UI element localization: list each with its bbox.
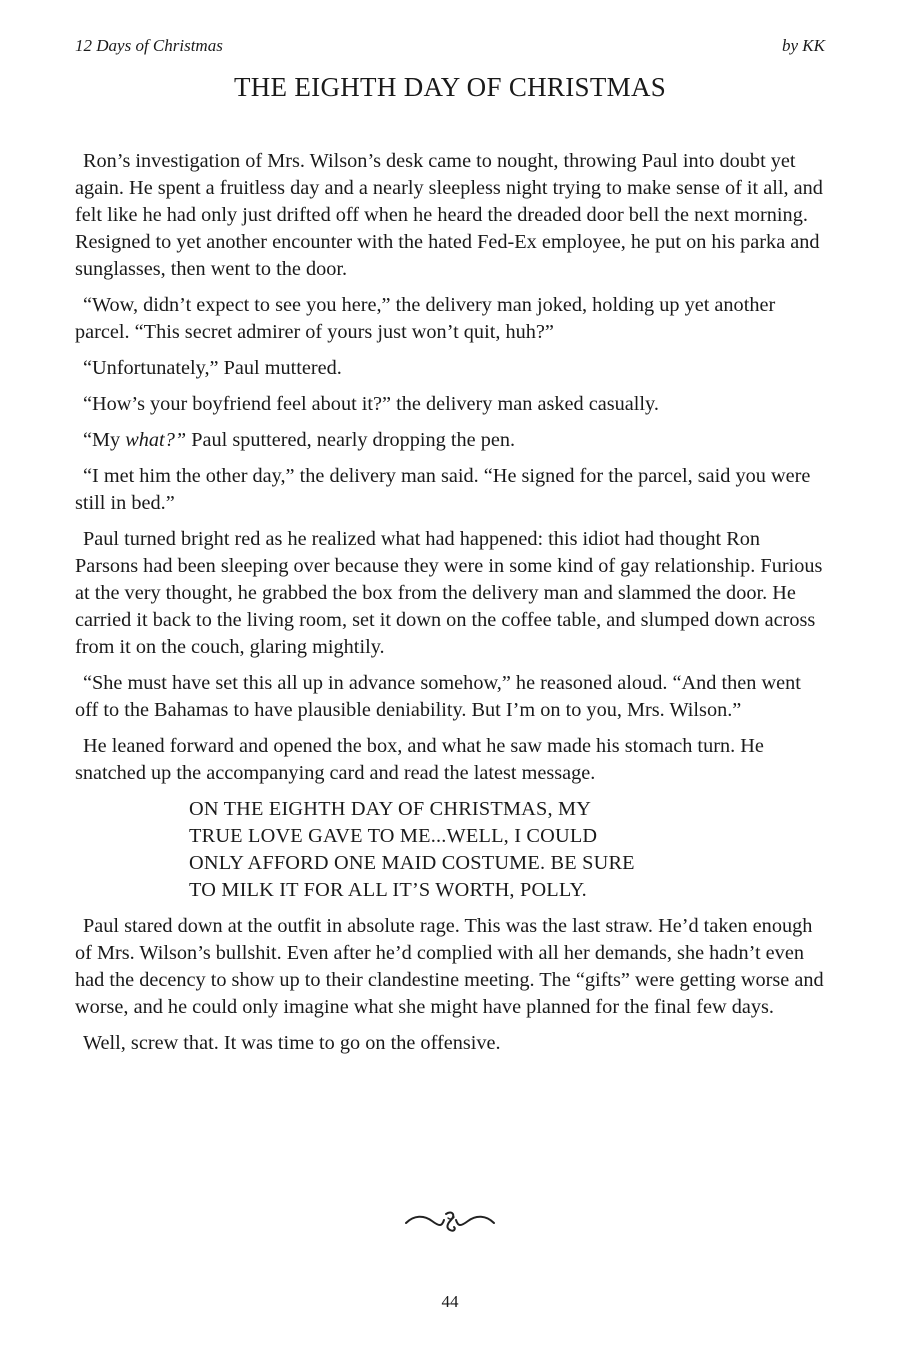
- paragraph: Ron’s investigation of Mrs. Wilson’s desk came to nought, throwing Paul into doubt yet again. He spent a fruitless day and a nearly sleepless night trying to make sense of it all, and felt like he had only just drifted off when he heard the dreaded door bell the next morning. Resigned to yet another encounter with the hated Fed-Ex employee, he put on his parka and sunglasses, then went to the door.: [75, 150, 823, 280]
- paragraph: Paul turned bright red as he realized what had happened: this idiot had thought Ron Parsons had been sleeping over because they were in some kind of gay relationship. Furious at the very thought, he grabbed the box from the delivery man and slammed the door. He carried it back to the living room, set it down on the coffee table, and slumped down across from it on the couch, glaring mightily.: [75, 528, 823, 658]
- card-message: [189, 796, 827, 904]
- book-title: 12 Days of Christmas: [75, 36, 223, 55]
- paragraph: “I met him the other day,” the delivery man said. “He signed for the parcel, said you were still in bed.”: [75, 465, 811, 514]
- card-message-line: TO MILK IT FOR ALL IT’S WORTH, POLLY.: [189, 879, 587, 901]
- paragraph: “Unfortunately,” Paul muttered.: [83, 357, 342, 379]
- paragraph: “She must have set this all up in advance somehow,” he reasoned aloud. “And then went off to the Bahamas to have plausible deniability. But I’m on to you, Mrs. Wilson.”: [75, 672, 801, 721]
- paragraph: Well, screw that. It was time to go on the offensive.: [83, 1032, 501, 1054]
- paragraph: “Wow, didn’t expect to see you here,” the delivery man joked, holding up yet another parcel. “This secret admirer of yours just won’t quit, huh?”: [75, 294, 776, 343]
- paragraph: Paul stared down at the outfit in absolute rage. This was the last straw. He’d taken enough of Mrs. Wilson’s bullshit. Even after he’d complied with all her demands, she hadn’t even had the decency to show up to their clandestine meeting. The “gifts” were getting worse and worse, and he could only imagine what she might have planned for the final few days.: [75, 915, 824, 1018]
- emphasized-text: what?”: [125, 429, 187, 451]
- card-message-line: ON THE EIGHTH DAY OF CHRISTMAS, MY: [189, 798, 592, 820]
- scroll-flourish-icon-svg: [402, 1206, 498, 1236]
- paragraph-text: Paul sputtered, nearly dropping the pen.: [186, 429, 516, 451]
- chapter-title: THE EIGHTH DAY OF CHRISTMAS: [233, 72, 667, 102]
- card-message-line: TRUE LOVE GAVE TO ME...WELL, I COULD: [189, 825, 598, 847]
- paragraph: [75, 427, 827, 454]
- chapter-body: [75, 148, 827, 1066]
- page-number: 44: [441, 1292, 459, 1311]
- paragraph: “How’s your boyfriend feel about it?” the delivery man asked casually.: [83, 393, 659, 415]
- running-header: [75, 36, 825, 56]
- scroll-flourish-icon: [0, 1206, 900, 1241]
- card-message-line: ONLY AFFORD ONE MAID COSTUME. BE SURE: [189, 852, 635, 874]
- paragraph-text: “My: [83, 429, 126, 451]
- paragraph: He leaned forward and opened the box, and what he saw made his stomach turn. He snatched up the accompanying card and read the latest message.: [75, 735, 764, 784]
- author-credit: by KK: [782, 36, 825, 55]
